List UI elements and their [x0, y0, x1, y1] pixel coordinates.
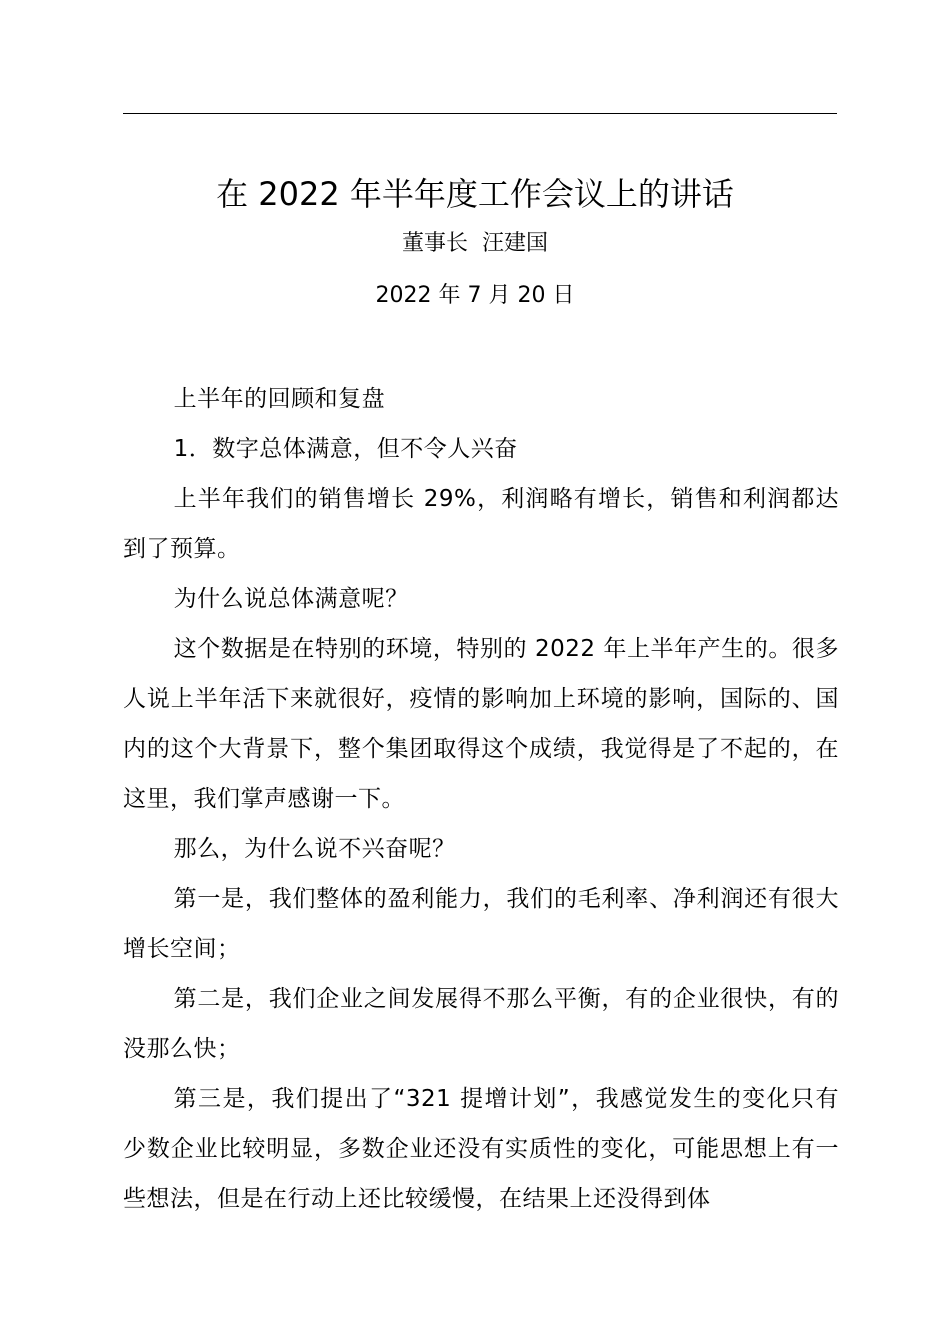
- body-paragraph: 第三是，我们提出了“321 提增计划”，我感觉发生的变化只有少数企业比较明显，多数企业还没有实质性的变化，可能思想上有一些想法，但是在行动上还比较缓慢，在结果上还没得到体: [123, 1086, 839, 1212]
- body-paragraph: 为什么说总体满意呢？: [173, 586, 409, 612]
- body-paragraph: 上半年我们的销售增长 29%，利润略有增长，销售和利润都达到了预算。: [123, 486, 839, 562]
- document-date: 2022 年 7 月 20 日: [375, 283, 575, 308]
- body-paragraph: 那么，为什么说不兴奋呢？: [173, 836, 456, 862]
- document-body: [123, 374, 839, 1224]
- document-title: 在 2022 年半年度工作会议上的讲话: [216, 175, 734, 213]
- body-paragraph: 这个数据是在特别的环境，特别的 2022 年上半年产生的。很多人说上半年活下来就很好，疫情的影响加上环境的影响，国际的、国内的这个大背景下，整个集团取得这个成绩，我觉得是了不起的，在这里，我们掌声感谢一下。: [123, 636, 839, 812]
- header-rule: [123, 113, 837, 114]
- subsection-heading: 1．数字总体满意，但不令人兴奋: [173, 436, 518, 462]
- section-heading: 上半年的回顾和复盘: [173, 386, 386, 412]
- body-paragraph: 第一是，我们整体的盈利能力，我们的毛利率、净利润还有很大增长空间；: [123, 886, 839, 962]
- body-paragraph: 第二是，我们企业之间发展得不那么平衡，有的企业很快，有的没那么快；: [123, 986, 839, 1062]
- document-author: 董事长 汪建国: [402, 231, 548, 256]
